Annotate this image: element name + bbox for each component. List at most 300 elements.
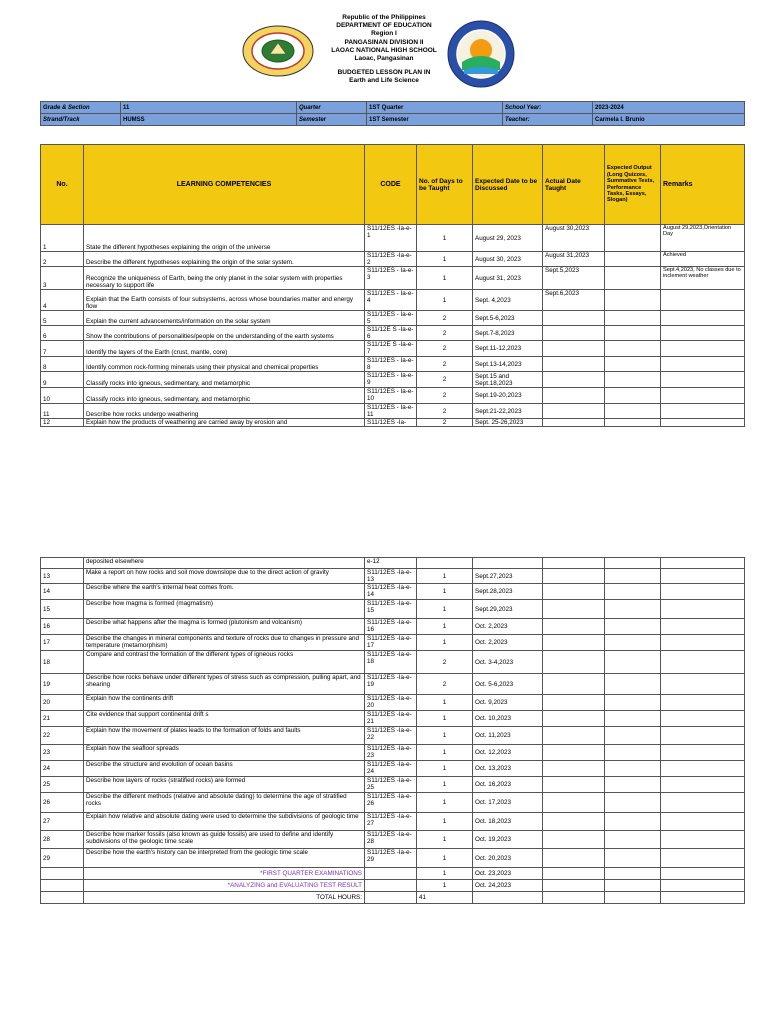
days-count: 1 bbox=[417, 849, 473, 868]
days-count: 1 bbox=[417, 252, 473, 267]
remarks-text bbox=[661, 868, 745, 880]
col-days: No. of Days to be Taught bbox=[417, 145, 473, 225]
expected-date: Oct. 23,2023 bbox=[473, 868, 543, 880]
row-number: 27 bbox=[41, 813, 84, 831]
days-count: 1 bbox=[417, 225, 473, 252]
expected-date: Sept. 25-26,2023 bbox=[473, 419, 543, 427]
strand-label: Strand/Track bbox=[41, 114, 121, 126]
table-row bbox=[41, 793, 745, 813]
actual-date bbox=[543, 357, 605, 372]
row-number: 23 bbox=[41, 745, 84, 761]
row-number: 6 bbox=[41, 326, 84, 341]
exam-label: *FIRST QUARTER EXAMINATIONS bbox=[84, 868, 365, 880]
expected-output bbox=[605, 651, 661, 674]
remarks-text bbox=[661, 711, 745, 727]
row-number: 28 bbox=[41, 831, 84, 849]
actual-date bbox=[543, 558, 605, 569]
table-row bbox=[41, 388, 745, 404]
remarks-text bbox=[661, 569, 745, 584]
header-line: Republic of the Philippines bbox=[342, 14, 426, 21]
expected-date: August 29, 2023 bbox=[473, 225, 543, 252]
competency-code: S11/12ES -Ia-e-27 bbox=[365, 813, 417, 831]
days-count: 2 bbox=[417, 311, 473, 326]
expected-output bbox=[605, 600, 661, 619]
actual-date bbox=[543, 761, 605, 777]
table-row bbox=[41, 635, 745, 651]
competency-text: Describe how the earth's history can be interpreted from the geologic time scale bbox=[84, 849, 365, 868]
expected-date: August 31, 2023 bbox=[473, 267, 543, 290]
remarks-text bbox=[661, 777, 745, 793]
competency-text: Describe where the earth's internal heat comes from. bbox=[84, 584, 365, 600]
expected-output bbox=[605, 761, 661, 777]
expected-date: Oct. 19,2023 bbox=[473, 831, 543, 849]
header-line: Region I bbox=[371, 30, 397, 38]
days-count bbox=[417, 558, 473, 569]
expected-output bbox=[605, 619, 661, 635]
remarks-text bbox=[661, 892, 745, 904]
expected-output bbox=[605, 419, 661, 427]
competency-code: S11/12ES -Ia-e-26 bbox=[365, 793, 417, 813]
table-row bbox=[41, 761, 745, 777]
remarks-text bbox=[661, 831, 745, 849]
competency-code: S11/12ES -Ia-e-13 bbox=[365, 569, 417, 584]
row-number: 15 bbox=[41, 600, 84, 619]
days-count: 1 bbox=[417, 745, 473, 761]
competency-code: S11/12ES -Ia-e-25 bbox=[365, 777, 417, 793]
actual-date bbox=[543, 892, 605, 904]
actual-date bbox=[543, 880, 605, 892]
expected-output bbox=[605, 880, 661, 892]
days-count: 2 bbox=[417, 404, 473, 419]
days-count: 2 bbox=[417, 419, 473, 427]
competency-code: S11/12ES - Ia-e-9 bbox=[365, 372, 417, 388]
competency-text: Describe the structure and evolution of ocean basins bbox=[84, 761, 365, 777]
expected-output bbox=[605, 635, 661, 651]
days-count: 1 bbox=[417, 290, 473, 311]
remarks-text bbox=[661, 793, 745, 813]
actual-date bbox=[543, 651, 605, 674]
actual-date bbox=[543, 419, 605, 427]
competency-text: Explain how the products of weathering are carried away by erosion and bbox=[84, 419, 365, 427]
row-number: 26 bbox=[41, 793, 84, 813]
days-count: 1 bbox=[417, 569, 473, 584]
expected-output bbox=[605, 849, 661, 868]
competency-code: S11/12ES -Ia-e-22 bbox=[365, 727, 417, 745]
remarks-text bbox=[661, 388, 745, 404]
competency-code: S11/12ES -Ia- bbox=[365, 419, 417, 427]
competency-code: S11/12ES - Ia-e-10 bbox=[365, 388, 417, 404]
actual-date bbox=[543, 777, 605, 793]
actual-date bbox=[543, 584, 605, 600]
document-header bbox=[0, 14, 768, 86]
row-number: 7 bbox=[41, 341, 84, 357]
table-row bbox=[41, 831, 745, 849]
days-count: 2 bbox=[417, 341, 473, 357]
competency-code: S11/12ES -Ia-e-18 bbox=[365, 651, 417, 674]
remarks-text bbox=[661, 849, 745, 868]
actual-date bbox=[543, 388, 605, 404]
expected-date: Oct. 5-6,2023 bbox=[473, 674, 543, 695]
actual-date bbox=[543, 635, 605, 651]
remarks-text bbox=[661, 695, 745, 711]
competency-code: S11/12ES -Ia-e-19 bbox=[365, 674, 417, 695]
expected-date: Sept.5-6,2023 bbox=[473, 311, 543, 326]
competency-text: Compare and contrast the formation of the different types of igneous rocks bbox=[84, 651, 365, 674]
expected-date: Oct. 2,2023 bbox=[473, 635, 543, 651]
competency-code: S11/12ES -Ia-e-16 bbox=[365, 619, 417, 635]
expected-date: Oct. 12,2023 bbox=[473, 745, 543, 761]
school-year-value: 2023-2024 bbox=[593, 102, 745, 114]
competency-text: Show the contributions of personalities/people on the understanding of the earth systems bbox=[84, 326, 365, 341]
remarks-text bbox=[661, 880, 745, 892]
expected-date: Oct. 24,2023 bbox=[473, 880, 543, 892]
remarks-text bbox=[661, 341, 745, 357]
expected-date: Sept.21-22,2023 bbox=[473, 404, 543, 419]
plan-title: BUDGETED LESSON PLAN IN bbox=[337, 69, 431, 77]
grade-value: 11 bbox=[121, 102, 297, 114]
expected-date: Oct. 11,2023 bbox=[473, 727, 543, 745]
expected-output bbox=[605, 388, 661, 404]
competency-text: Classify rocks into igneous, sedimentary, and metamorphic bbox=[84, 372, 365, 388]
expected-output bbox=[605, 225, 661, 252]
expected-output bbox=[605, 267, 661, 290]
competency-code: S11/12ES -Ia-e-23 bbox=[365, 745, 417, 761]
expected-output bbox=[605, 372, 661, 388]
expected-date: Sept.28,2023 bbox=[473, 584, 543, 600]
competency-text: Describe the different methods (relative and absolute dating) to determine the age of stratified rocks bbox=[84, 793, 365, 813]
competency-code: S11/12ES -Ia-e-1 bbox=[365, 225, 417, 252]
competency-code: S11/12ES -Ia-e-17 bbox=[365, 635, 417, 651]
table-row bbox=[41, 569, 745, 584]
table-row bbox=[41, 584, 745, 600]
days-count: 1 bbox=[417, 600, 473, 619]
semester-value: 1ST Semester bbox=[367, 114, 503, 126]
row-number: 25 bbox=[41, 777, 84, 793]
expected-date: Oct. 16,2023 bbox=[473, 777, 543, 793]
actual-date bbox=[543, 619, 605, 635]
table-row bbox=[41, 372, 745, 388]
remarks-text bbox=[661, 558, 745, 569]
table-row bbox=[41, 252, 745, 267]
expected-date: Oct. 17,2023 bbox=[473, 793, 543, 813]
school-year-label: School Year: bbox=[503, 102, 593, 114]
competency-code: S11/12ES -Ia-e-20 bbox=[365, 695, 417, 711]
competency-code: S11/12ES -Ia-e-2 bbox=[365, 252, 417, 267]
competency-text: deposited elsewhere bbox=[84, 558, 365, 569]
semester-label: Semester bbox=[297, 114, 367, 126]
actual-date bbox=[543, 372, 605, 388]
competencies-table-page1 bbox=[40, 144, 745, 427]
table-row bbox=[41, 267, 745, 290]
row-number: 8 bbox=[41, 357, 84, 372]
expected-output bbox=[605, 813, 661, 831]
days-count: 2 bbox=[417, 674, 473, 695]
competency-text: Explain how the continents drift bbox=[84, 695, 365, 711]
actual-date bbox=[543, 711, 605, 727]
exam-row bbox=[41, 868, 745, 880]
days-count: 1 bbox=[417, 880, 473, 892]
col-learning-competencies: LEARNING COMPETENCIES bbox=[84, 145, 365, 225]
competency-text: Classify rocks into igneous, sedimentary, and metamorphic bbox=[84, 388, 365, 404]
competency-code bbox=[365, 868, 417, 880]
expected-output bbox=[605, 290, 661, 311]
competency-text: Recognize the uniqueness of Earth, being the only planet in the solar system with properties necessary to support life bbox=[84, 267, 365, 290]
header-line: LAOAC NATIONAL HIGH SCHOOL bbox=[331, 46, 437, 54]
competency-text: Describe how marker fossils (also known as guide fossils) are used to define and identify subdivisions of the geologic time scale bbox=[84, 831, 365, 849]
actual-date bbox=[543, 813, 605, 831]
row-number: 29 bbox=[41, 849, 84, 868]
teacher-label: Teacher: bbox=[503, 114, 593, 126]
actual-date bbox=[543, 311, 605, 326]
competency-code: S11/12ES -Ia-e-14 bbox=[365, 584, 417, 600]
row-number bbox=[41, 868, 84, 880]
expected-date: Sept.19-20,2023 bbox=[473, 388, 543, 404]
remarks-text bbox=[661, 635, 745, 651]
expected-date: Sept. 4,2023 bbox=[473, 290, 543, 311]
exam-label: *ANALYZING and EVALUATING TEST RESULT bbox=[84, 880, 365, 892]
exam-row bbox=[41, 880, 745, 892]
days-count: 1 bbox=[417, 777, 473, 793]
competency-code: S11/12E S -Ia-e-6 bbox=[365, 326, 417, 341]
remarks-text: August 29,2023,Orientation Day bbox=[661, 225, 745, 252]
remarks-text: Achieved bbox=[661, 252, 745, 267]
row-number: 1 bbox=[41, 225, 84, 252]
total-row bbox=[41, 892, 745, 904]
expected-output bbox=[605, 569, 661, 584]
expected-output bbox=[605, 892, 661, 904]
table-row bbox=[41, 619, 745, 635]
remarks-text bbox=[661, 727, 745, 745]
expected-output bbox=[605, 831, 661, 849]
col-expected-output: Expected Output (Long Quizzes, Summative Tests, Performance Tasks, Essays, Slogan) bbox=[605, 145, 661, 225]
table-row bbox=[41, 849, 745, 868]
competency-text: Describe what happens after the magma is formed (plutonism and volcanism) bbox=[84, 619, 365, 635]
table-row bbox=[41, 225, 745, 252]
col-remarks: Remarks bbox=[661, 145, 745, 225]
competency-text: Identify common rock-forming minerals using their physical and chemical properties bbox=[84, 357, 365, 372]
expected-output bbox=[605, 674, 661, 695]
expected-output bbox=[605, 727, 661, 745]
actual-date bbox=[543, 727, 605, 745]
header-line: PANGASINAN DIVISION II bbox=[344, 38, 424, 46]
expected-output bbox=[605, 695, 661, 711]
competency-code: S11/12ES - Ia-e-11 bbox=[365, 404, 417, 419]
remarks-text bbox=[661, 419, 745, 427]
table-row bbox=[41, 290, 745, 311]
days-count: 1 bbox=[417, 635, 473, 651]
expected-date: Oct. 20,2023 bbox=[473, 849, 543, 868]
actual-date bbox=[543, 793, 605, 813]
actual-date bbox=[543, 674, 605, 695]
competency-code: S11/12ES -Ia-e-28 bbox=[365, 831, 417, 849]
row-number: 2 bbox=[41, 252, 84, 267]
remarks-text: Sept.4,2023, No classes due to inclement weather bbox=[661, 267, 745, 290]
expected-date: Oct. 9,2023 bbox=[473, 695, 543, 711]
expected-output bbox=[605, 711, 661, 727]
row-number: 19 bbox=[41, 674, 84, 695]
days-count: 1 bbox=[417, 831, 473, 849]
row-number: 21 bbox=[41, 711, 84, 727]
table-row bbox=[41, 326, 745, 341]
plan-subject: Earth and Life Science bbox=[349, 77, 419, 85]
table-row bbox=[41, 558, 745, 569]
actual-date bbox=[543, 695, 605, 711]
expected-date: Sept.29,2023 bbox=[473, 600, 543, 619]
row-number: 4 bbox=[41, 290, 84, 311]
days-count: 1 bbox=[417, 813, 473, 831]
expected-output bbox=[605, 326, 661, 341]
header-line: Laoac, Pangasinan bbox=[354, 55, 414, 63]
remarks-text bbox=[661, 619, 745, 635]
competency-code: S11/12ES -Ia-e-24 bbox=[365, 761, 417, 777]
expected-date: Sept.27,2023 bbox=[473, 569, 543, 584]
expected-date: Oct. 3-4,2023 bbox=[473, 651, 543, 674]
competency-code: S11/12ES -Ia-e-21 bbox=[365, 711, 417, 727]
competency-code: S11/12ES - Ia-e-3 bbox=[365, 267, 417, 290]
expected-output bbox=[605, 341, 661, 357]
remarks-text bbox=[661, 813, 745, 831]
expected-date: Sept.7-8,2023 bbox=[473, 326, 543, 341]
table-row bbox=[41, 311, 745, 326]
competency-code: S11/12ES - Ia-e-5 bbox=[365, 311, 417, 326]
expected-output bbox=[605, 868, 661, 880]
competency-text: Describe how layers of rocks (stratified rocks) are formed bbox=[84, 777, 365, 793]
row-number: 12 bbox=[41, 419, 84, 427]
row-number: 13 bbox=[41, 569, 84, 584]
competency-text: Explain how relative and absolute dating were used to determine the subdivisions of geologic time bbox=[84, 813, 365, 831]
quarter-label: Quarter bbox=[297, 102, 367, 114]
row-number bbox=[41, 892, 84, 904]
expected-date: Oct. 13,2023 bbox=[473, 761, 543, 777]
row-number: 20 bbox=[41, 695, 84, 711]
days-count: 1 bbox=[417, 619, 473, 635]
expected-output bbox=[605, 793, 661, 813]
row-number: 5 bbox=[41, 311, 84, 326]
competency-text: Explain how the seafloor spreads bbox=[84, 745, 365, 761]
table-row bbox=[41, 777, 745, 793]
actual-date bbox=[543, 600, 605, 619]
table-row bbox=[41, 651, 745, 674]
remarks-text bbox=[661, 745, 745, 761]
competency-code: S11/12E S -Ia-e-7 bbox=[365, 341, 417, 357]
header-line: DEPARTMENT OF EDUCATION bbox=[336, 22, 432, 30]
competency-text: State the different hypotheses explaining the origin of the universe bbox=[84, 225, 365, 252]
remarks-text bbox=[661, 311, 745, 326]
actual-date bbox=[543, 404, 605, 419]
remarks-text bbox=[661, 357, 745, 372]
expected-date: Sept.11-12,2023 bbox=[473, 341, 543, 357]
days-count: 1 bbox=[417, 584, 473, 600]
row-number bbox=[41, 558, 84, 569]
actual-date bbox=[543, 868, 605, 880]
actual-date bbox=[543, 849, 605, 868]
remarks-text bbox=[661, 326, 745, 341]
competency-text: Cite evidence that support continental drift s bbox=[84, 711, 365, 727]
expected-output bbox=[605, 745, 661, 761]
actual-date bbox=[543, 745, 605, 761]
days-count: 1 bbox=[417, 793, 473, 813]
remarks-text bbox=[661, 651, 745, 674]
table-row bbox=[41, 813, 745, 831]
days-count: 2 bbox=[417, 372, 473, 388]
expected-output bbox=[605, 252, 661, 267]
table-row bbox=[41, 404, 745, 419]
days-count: 2 bbox=[417, 388, 473, 404]
competency-text: Describe the changes in mineral components and texture of rocks due to changes in pressure and temperature (metamorphism) bbox=[84, 635, 365, 651]
expected-date: Oct. 10,2023 bbox=[473, 711, 543, 727]
col-actual-date: Actual Date Taught bbox=[543, 145, 605, 225]
expected-output bbox=[605, 558, 661, 569]
competency-code: S11/12ES - Ia-e-4 bbox=[365, 290, 417, 311]
actual-date: Sept.6,2023 bbox=[543, 290, 605, 311]
expected-date: Oct. 18,2023 bbox=[473, 813, 543, 831]
teacher-value: Carmela I. Brunio bbox=[593, 114, 745, 126]
competency-text: Explain the current advancements/information on the solar system bbox=[84, 311, 365, 326]
row-number: 16 bbox=[41, 619, 84, 635]
row-number: 10 bbox=[41, 388, 84, 404]
competencies-table-page2 bbox=[40, 557, 745, 904]
row-number: 18 bbox=[41, 651, 84, 674]
row-number: 17 bbox=[41, 635, 84, 651]
expected-date: Sept.13-14,2023 bbox=[473, 357, 543, 372]
expected-output bbox=[605, 404, 661, 419]
expected-date bbox=[473, 558, 543, 569]
competency-text: Make a report on how rocks and soil move downslope due to the direct action of gravity bbox=[84, 569, 365, 584]
row-number bbox=[41, 880, 84, 892]
row-number: 11 bbox=[41, 404, 84, 419]
competency-code: S11/12ES -Ia-e-15 bbox=[365, 600, 417, 619]
competency-text: Describe the different hypotheses explaining the origin of the solar system. bbox=[84, 252, 365, 267]
table-row bbox=[41, 745, 745, 761]
col-code: CODE bbox=[365, 145, 417, 225]
competency-text: Identify the layers of the Earth (crust, mantle, core) bbox=[84, 341, 365, 357]
actual-date bbox=[543, 831, 605, 849]
days-count: 1 bbox=[417, 761, 473, 777]
table-row bbox=[41, 419, 745, 427]
total-days: 41 bbox=[417, 892, 473, 904]
actual-date: August 31,2023 bbox=[543, 252, 605, 267]
row-number: 9 bbox=[41, 372, 84, 388]
days-count: 1 bbox=[417, 695, 473, 711]
days-count: 1 bbox=[417, 727, 473, 745]
competency-text: Describe how magma is formed (magmatism) bbox=[84, 600, 365, 619]
strand-value: HUMSS bbox=[121, 114, 297, 126]
table-row bbox=[41, 727, 745, 745]
remarks-text bbox=[661, 290, 745, 311]
table-row bbox=[41, 341, 745, 357]
competency-code bbox=[365, 892, 417, 904]
table-row bbox=[41, 600, 745, 619]
remarks-text bbox=[661, 584, 745, 600]
table-row bbox=[41, 695, 745, 711]
table-row bbox=[41, 711, 745, 727]
days-count: 1 bbox=[417, 868, 473, 880]
remarks-text bbox=[661, 674, 745, 695]
expected-output bbox=[605, 777, 661, 793]
expected-output bbox=[605, 357, 661, 372]
expected-date: August 30, 2023 bbox=[473, 252, 543, 267]
quarter-value: 1ST Quarter bbox=[367, 102, 503, 114]
col-no: No. bbox=[41, 145, 84, 225]
actual-date: Sept.5,2023 bbox=[543, 267, 605, 290]
days-count: 1 bbox=[417, 711, 473, 727]
actual-date: August 30,2023 bbox=[543, 225, 605, 252]
row-number: 3 bbox=[41, 267, 84, 290]
days-count: 2 bbox=[417, 651, 473, 674]
total-label: TOTAL HOURS: bbox=[84, 892, 365, 904]
actual-date bbox=[543, 569, 605, 584]
competency-code: e-12 bbox=[365, 558, 417, 569]
